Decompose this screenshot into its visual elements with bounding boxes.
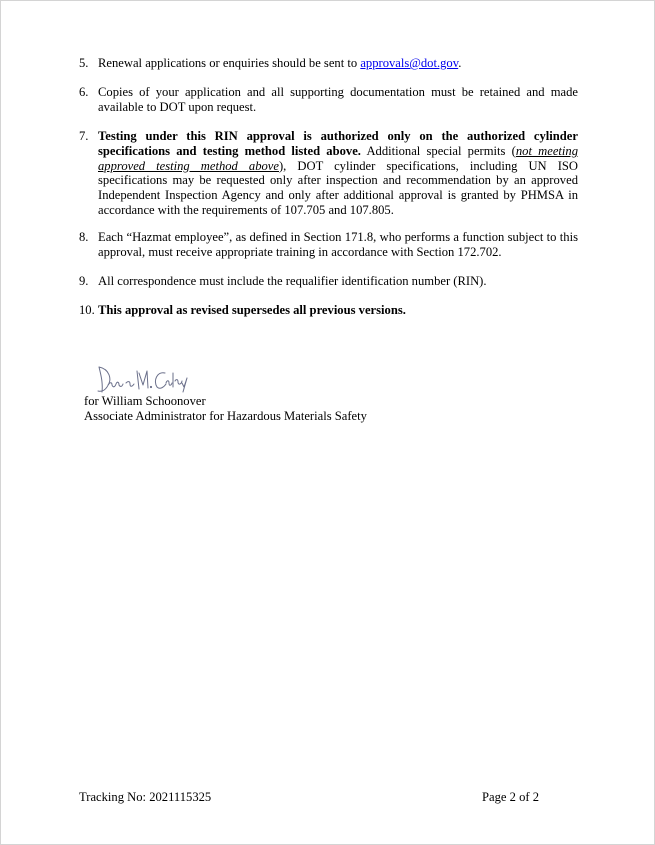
item-text: Each “Hazmat employee”, as defined in Section 171.8, who performs a function subject to this approval, must receive appropriate training in accordance with Section 172.702. — [98, 230, 578, 259]
bold-statement: Testing under this RIN approval is authorized only on the authorized cylinder specifications and testing method listed above. — [98, 129, 578, 158]
item-text: Testing under this RIN approval is authorized only on the authorized cylinder specifications and testing method listed above. Additional special permits (not meeting approved testing method above), DOT cylinder specifications, including UN ISO specifications may be requested only after inspection and recommendation by an approved Independent Inspection Agency and only after additional approval is granted by PHMSA in accordance with the requirements of 107.705 and 107.805. — [98, 129, 579, 217]
signer-title: Associate Administrator for Hazardous Materials Safety — [84, 409, 367, 423]
item-text: Renewal applications or enquiries should be sent to approvals@dot.gov. — [98, 56, 462, 70]
item-number: 5. — [79, 56, 89, 70]
item-text: Copies of your application and all supporting documentation must be retained and made available to DOT upon request. — [98, 85, 578, 114]
item-number: 10. — [79, 303, 95, 317]
item-number: 8. — [79, 230, 89, 244]
page-number: Page 2 of 2 — [482, 790, 540, 804]
signer-name: for William Schoonover — [84, 394, 206, 408]
tracking-number: Tracking No: 2021115325 — [79, 790, 212, 804]
bold-statement: This approval as revised supersedes all previous versions. — [98, 303, 406, 317]
item-number: 7. — [79, 129, 89, 143]
item-number: 6. — [79, 85, 89, 99]
handwritten-signature — [93, 361, 193, 395]
emphasis-text: not meeting approved testing method above — [98, 143, 579, 173]
item-text — [98, 303, 578, 318]
email-link[interactable]: approvals@dot.gov — [360, 56, 459, 70]
item-number: 9. — [79, 274, 89, 288]
item-text: All correspondence must include the requalifier identification number (RIN). — [98, 274, 487, 288]
